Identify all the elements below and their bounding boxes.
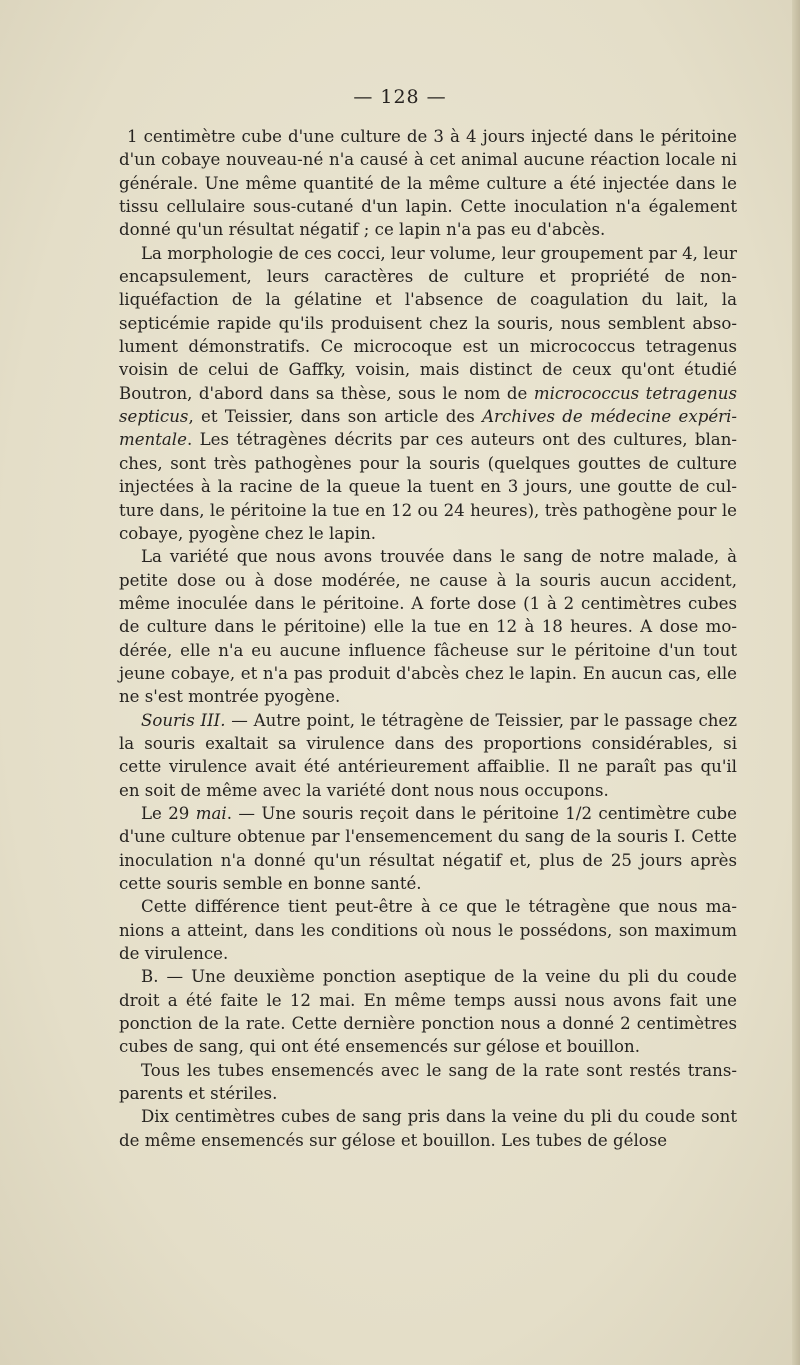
text-run: B. — Une deuxième ponction aseptique de la veine du pli du coude droit a été faite le 12 mai. En même temps aussi nous avons fait une ponction de la rate. Cette dernière ponction nous a donné 2 centimètres cubes de sang, qui ont été ensemencés sur gélose et bouillon. [119,967,737,1057]
paragraph [119,965,737,1058]
text-run: — Autre point, le tétragène de Teissier, par le passage chez la souris exaltait sa virulence dans des proportions considérables, si cette virulence avait été antérieurement affaiblie. Il ne paraît pas qu'il en soit de même avec la variété dont nous nous occupons. [119,710,737,800]
italic-text: Archives de médecine expérimentale [119,407,737,450]
text-run: La variété que nous avons trouvée dans le sang de notre malade, à petite dose ou à dose modérée, ne cause à la souris aucun accident, même inoculée dans le péritoine. A forte dose (1 à 2 centimètres cubes de culture dans le péritoine) elle la tue en 12 à 18 heures. A dose modérée, elle n'a eu aucune influence fâcheuse sur le péritoine d'un tout jeune cobaye, et n'a pas produit d'abcès chez le lapin. En aucun cas, elle ne s'est montrée pyogène. [119,547,737,707]
paragraph [119,1059,737,1106]
italic-text: micrococcus tetragenus septicus [119,383,737,427]
italic-text: Souris III. [141,710,226,730]
text-run: Tous les tubes ensemencés avec le sang de la rate sont restés transparents et stériles. [119,1060,737,1104]
text-run: Dix centimètres cubes de sang pris dans la veine du pli du coude sont de même ensemencés sur gélose et bouillon. Les tubes de gélose [119,1107,737,1150]
paragraph [119,125,737,242]
text-run: . Les tétragènes décrits par ces auteurs ont des cultures, blanches, sont très pathogènes pour la souris (quelques gouttes de culture injectées à la racine de la queue la tuent en 3 jours, une goutte de culture dans, le péritoine la tue en 12 ou 24 heures), très pathogène pour le cobaye, pyogène chez le lapin. [119,430,737,543]
paragraph [119,895,737,965]
text-run: Le 29 [141,803,196,823]
body-text [119,125,737,1152]
paragraph [119,1105,737,1152]
page-number: — 128 — [353,86,447,108]
paragraph [119,242,737,545]
page-edge [792,0,800,1365]
italic-text: mai [195,803,227,823]
text-run: La morphologie de ces cocci, leur volume, leur groupement par 4, leur encapsulement, leurs caractères de culture et propriété de non-liquéfaction de la gélatine et l'absence de coagulation du lait, la septicémie rapide qu'ils produisent chez la souris, nous semblent absolument démonstratifs. Ce microcoque est un micrococcus tetragenus voisin de celui de Gaffky, voisin, mais distinct de ceux qu'ont étudié Boutron, d'abord dans sa thèse, sous le nom de [119,243,737,403]
paragraph [119,545,737,708]
text-run: . — Une souris reçoit dans le péritoine 1/2 centimètre cube d'une culture obtenue par l'ensemencement du sang de la souris I. Cette inoculation n'a donné qu'un résultat négatif et, plus de 25 jours après cette souris semble en bonne santé. [119,803,737,893]
text-run: 1 centimètre cube d'une culture de 3 à 4 jours injecté dans le péritoine d'un cobaye nouveau-né n'a causé à cet animal aucune réaction locale ni générale. Une même quantité de la même culture a été injectée dans le tissu cellulaire sous-cutané d'un lapin. Cette inoculation n'a également donné qu'un résultat négatif ; ce lapin n'a pas eu d'abcès. [119,127,737,240]
paragraph [119,709,737,802]
text-run: Cette différence tient peut-être à ce que le tétragène que nous manions a atteint, dans les conditions où nous le possédons, son maximum de virulence. [119,897,737,964]
text-run: , et Teissier, dans son article des [188,407,483,427]
paragraph [119,802,737,895]
